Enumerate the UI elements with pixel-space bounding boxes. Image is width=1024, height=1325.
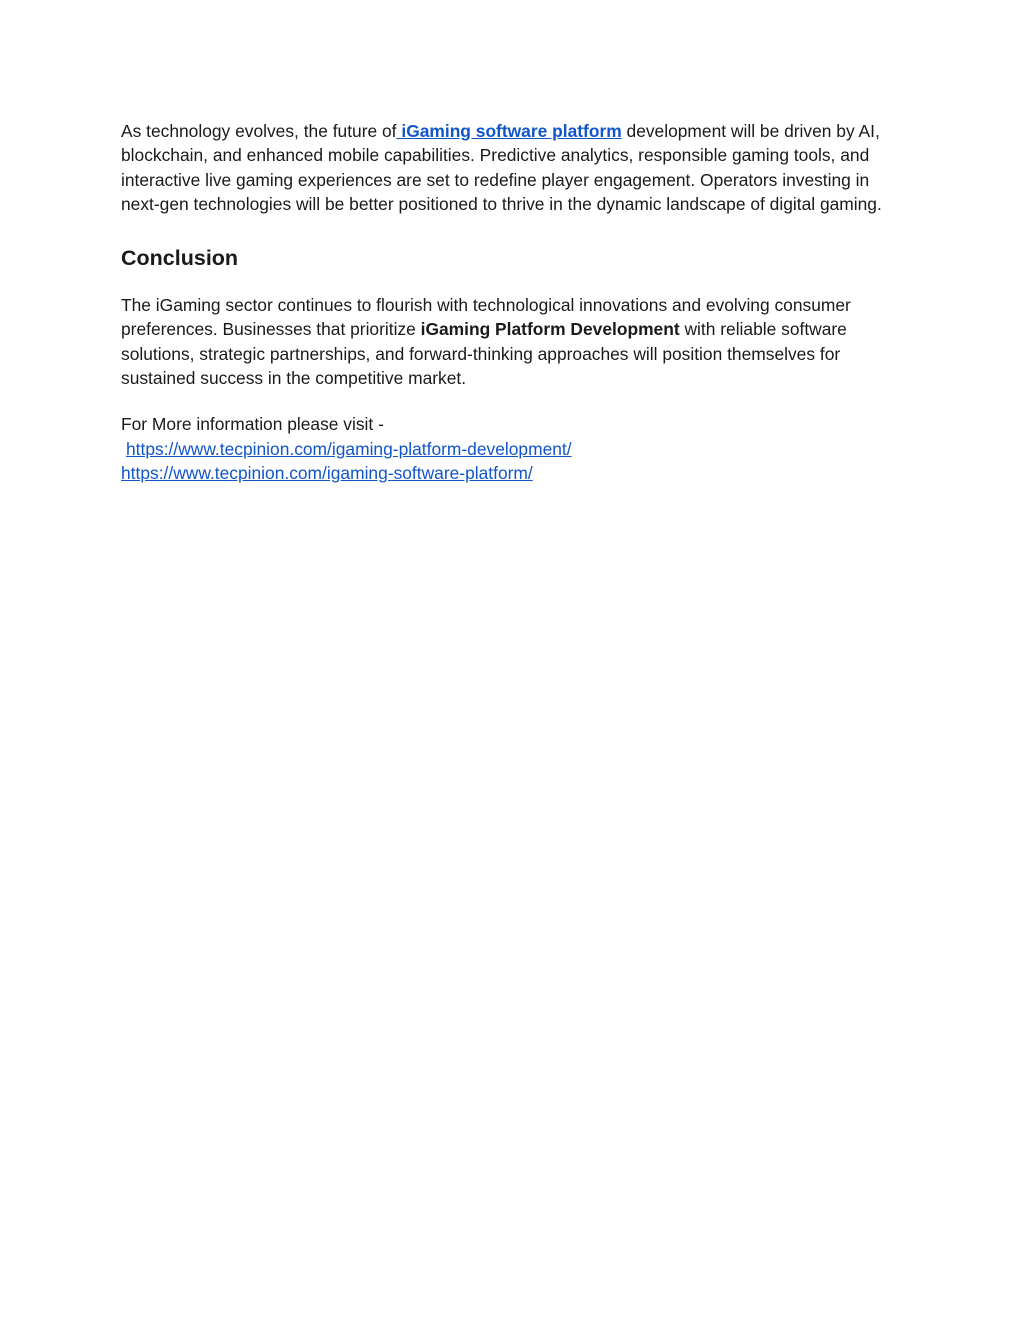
document-page (121, 119, 911, 485)
conclusion-bold-text: iGaming Platform Development (420, 319, 680, 340)
more-info-link-line-2 (121, 461, 911, 485)
intro-text-before: As technology evolves, the future of (121, 121, 397, 141)
conclusion-heading: Conclusion (121, 246, 239, 271)
more-info-paragraph (121, 412, 911, 485)
more-info-link-line-1 (121, 437, 911, 461)
more-info-label: For More information please visit - (121, 414, 384, 435)
intro-text-after: development will be driven by AI, blockchain, and enhanced mobile capabilities. Predictive analytics, responsible gaming tools, and interactive live gaming experiences are set to redefine player engagement. Operators investing in next-gen technologies will be better positioned to thrive in the dynamic landscape of digital gaming. (121, 121, 882, 214)
igaming-software-platform-link[interactable]: iGaming software platform (396, 121, 622, 141)
conclusion-text-before: The iGaming sector continues to flourish with technological innovations and evolving consumer preferences. Businesses that prioritize (121, 295, 851, 340)
conclusion-text-after: with reliable software solutions, strategic partnerships, and forward-thinking approaches will position themselves for sustained success in the competitive market. (121, 319, 847, 389)
intro-paragraph (121, 119, 911, 216)
igaming-platform-development-url-link[interactable]: https://www.tecpinion.com/igaming-platform-development/ (126, 438, 572, 459)
igaming-software-platform-url-link[interactable]: https://www.tecpinion.com/igaming-software-platform/ (121, 462, 533, 483)
conclusion-section (121, 245, 911, 271)
conclusion-paragraph (121, 293, 911, 390)
